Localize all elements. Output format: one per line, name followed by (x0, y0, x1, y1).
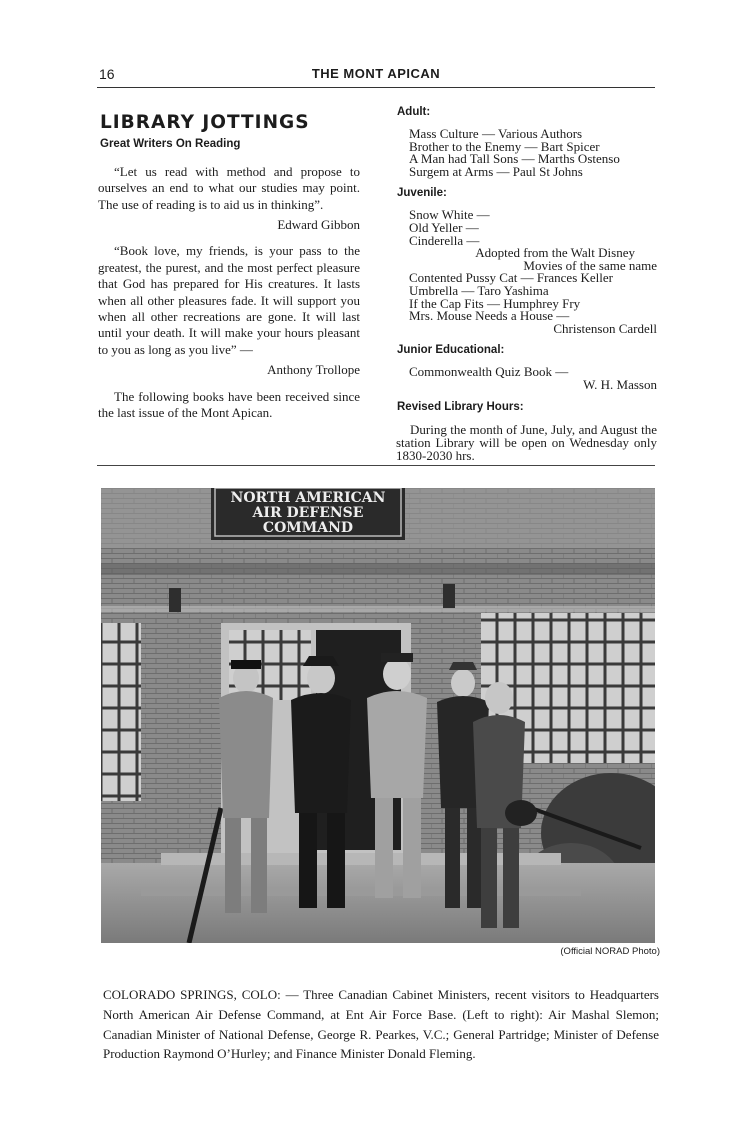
adult-heading: Adult: (397, 106, 431, 118)
junior-educational-heading: Junior Educational: (397, 344, 505, 357)
library-article (98, 110, 360, 422)
list-item: Mass Culture — Various Authors (409, 126, 583, 141)
page-header (97, 64, 655, 88)
photo-illustration (101, 488, 655, 943)
list-item-author: W. H. Masson (583, 376, 657, 392)
article-title: LIBRARY JOTTINGS (100, 112, 310, 133)
list-item: Umbrella — Taro Yashima (409, 282, 549, 298)
list-item: A Man had Tall Sons — Marths Ostenso (409, 151, 620, 167)
list-item: Old Yeller — (409, 219, 479, 235)
publication-title: THE MONT APICAN (311, 66, 441, 81)
sign-line-2: AIR DEFENSE (252, 505, 364, 521)
books-received-note: The following books have been received since the last issue of the Mont Apican. (98, 388, 360, 421)
trollope-quote: “Book love, my friends, is your pass to the greatest, the purest, and the most perfect pleasure that God has prepared for His creatures. It lasts when all other pleasures fade. It will support you when all other recreations are gone. It will last until your death. It will make your hours pleasant to you as long as you live” — (98, 243, 360, 357)
list-item: If the Cap Fits — Humphrey Fry (409, 295, 581, 311)
list-item: Contented Pussy Cat — Frances Keller (409, 270, 613, 286)
list-item: Brother to the Enemy — Bart Spicer (409, 138, 600, 154)
norad-photo (101, 488, 655, 943)
section-rule (97, 465, 655, 466)
list-item: Cinderella — (409, 232, 480, 248)
sign-line-1: NORTH AMERICAN (230, 490, 386, 506)
library-hours-text: During the month of June, July, and August the station Library will be open on Wednesday only 1830-2030 hrs. (396, 421, 657, 463)
book-lists (396, 105, 657, 462)
header-rule (97, 87, 655, 88)
photo-credit: (Official NORAD Photo) (560, 946, 660, 957)
library-hours-heading: Revised Library Hours: (397, 400, 524, 413)
list-item: Snow White — (409, 207, 490, 223)
page-number: 16 (99, 66, 115, 82)
sign-line-3: COMMAND (262, 520, 354, 536)
disney-note-line1: Adopted from the Walt Disney (475, 245, 635, 261)
article-subtitle: Great Writers On Reading (100, 138, 241, 151)
gibbon-attribution: Edward Gibbon (277, 217, 360, 233)
trollope-attribution: Anthony Trollope (267, 362, 360, 378)
list-item: Mrs. Mouse Needs a House — (409, 308, 570, 324)
disney-note-line2: Movies of the same name (523, 257, 657, 273)
list-item: Commonwealth Quiz Book — (409, 364, 569, 380)
list-item-author: Christenson Cardell (553, 320, 657, 336)
photo-caption: COLORADO SPRINGS, COLO: — Three Canadian Cabinet Ministers, recent visitors to Headquarters North American Air Defense Command, at Ent Air Force Base. (Left to right): Air Mashal Slemon; Canadian Minister of National Defense, George R. Pearkes, V.C.; General Partridge; Minister of Defense Production Raymond O’Hurley; and Finance Minister Donald Fleming. (103, 987, 659, 1062)
gibbon-quote: “Let us read with method and propose to ourselves an end to what our studies may point. The use of reading is to aid us in thinking”. (98, 163, 360, 212)
adult-list (409, 128, 657, 178)
list-item: Surgem at Arms — Paul St Johns (409, 163, 583, 179)
junior-educational-list (409, 366, 657, 391)
juvenile-heading: Juvenile: (397, 187, 447, 200)
juvenile-list (409, 209, 657, 335)
